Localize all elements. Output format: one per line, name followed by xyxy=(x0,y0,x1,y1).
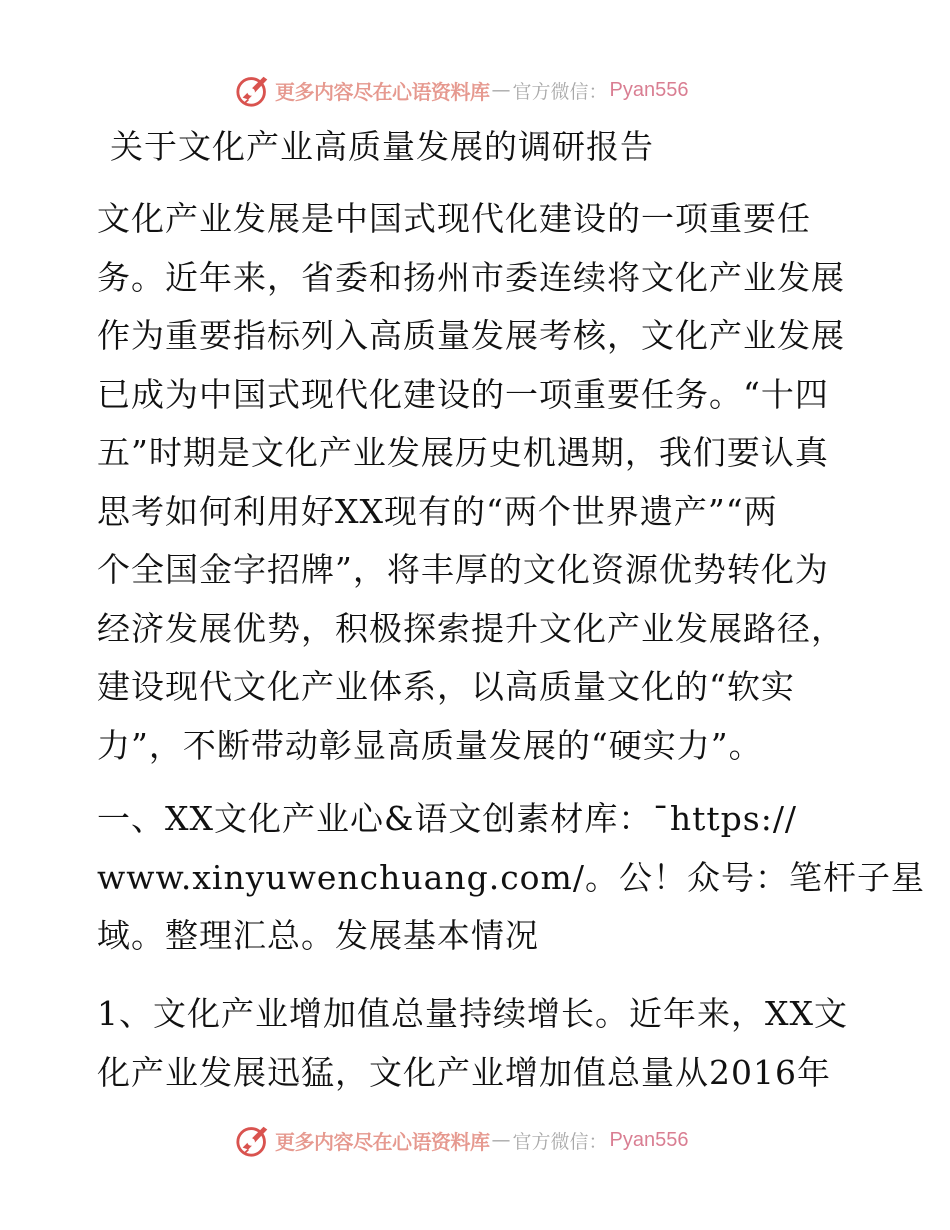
contact-label: 官方微信： xyxy=(512,80,608,103)
text-line: 1、文化产业增加值总量持续增长。近年来，XX文 xyxy=(97,994,848,1033)
text-line: 作为重要指标列入高质量发展考核，文化产业发展 xyxy=(97,316,845,355)
quill-logo-icon xyxy=(235,1121,273,1159)
contact-account: Pyan556 xyxy=(609,1128,689,1151)
text-line: 力”，不断带动彰显高质量发展的“硬实力”。 xyxy=(97,725,763,765)
text-line: 已成为中国式现代化建设的一项重要任务。“十四 xyxy=(97,374,829,414)
intro-paragraph xyxy=(97,190,867,775)
text-line: 域。整理汇总。发展基本情况 xyxy=(97,916,539,955)
text-line: 务。近年来，省委和扬州市委连续将文化产业发展 xyxy=(97,257,845,297)
text-line: 建设现代文化产业体系，以高质量文化的“软实 xyxy=(97,667,795,706)
text-line: 五”时期是文化产业发展历史机遇期，我们要认真 xyxy=(97,433,829,472)
brand-text: 更多内容尽在心语资料库 xyxy=(275,1129,490,1154)
text-line: 化产业发展迅猛，文化产业增加值总量从2016年 xyxy=(97,1052,831,1092)
contact-label: 官方微信： xyxy=(512,1130,608,1153)
text-line: 一、XX文化产业心&语文创素材库：¯https:// xyxy=(97,799,798,838)
header-banner xyxy=(235,70,688,110)
document-title: 关于文化产业高质量发展的调研报告 xyxy=(110,127,654,166)
text-line: 个全国金字招牌”，将丰厚的文化资源优势转化为 xyxy=(97,550,829,589)
text-line: 思考如何利用好XX现有的“两个世界遗产”“两 xyxy=(97,491,778,531)
text-line: 经济发展优势，积极探索提升文化产业发展路径， xyxy=(97,608,845,648)
footer-banner xyxy=(235,1120,688,1160)
text-line: 文化产业发展是中国式现代化建设的一项重要任 xyxy=(97,199,811,238)
quill-logo-icon xyxy=(235,71,273,109)
contact-account: Pyan556 xyxy=(609,78,689,101)
banner-dash: — xyxy=(491,79,511,101)
growth-paragraph xyxy=(97,985,867,1102)
banner-dash: — xyxy=(491,1129,511,1151)
text-line: www.xinyuwenchuang.com/。公！众号：笔杆子星 xyxy=(97,857,925,897)
section-heading-paragraph xyxy=(97,790,925,966)
brand-text: 更多内容尽在心语资料库 xyxy=(275,79,490,104)
